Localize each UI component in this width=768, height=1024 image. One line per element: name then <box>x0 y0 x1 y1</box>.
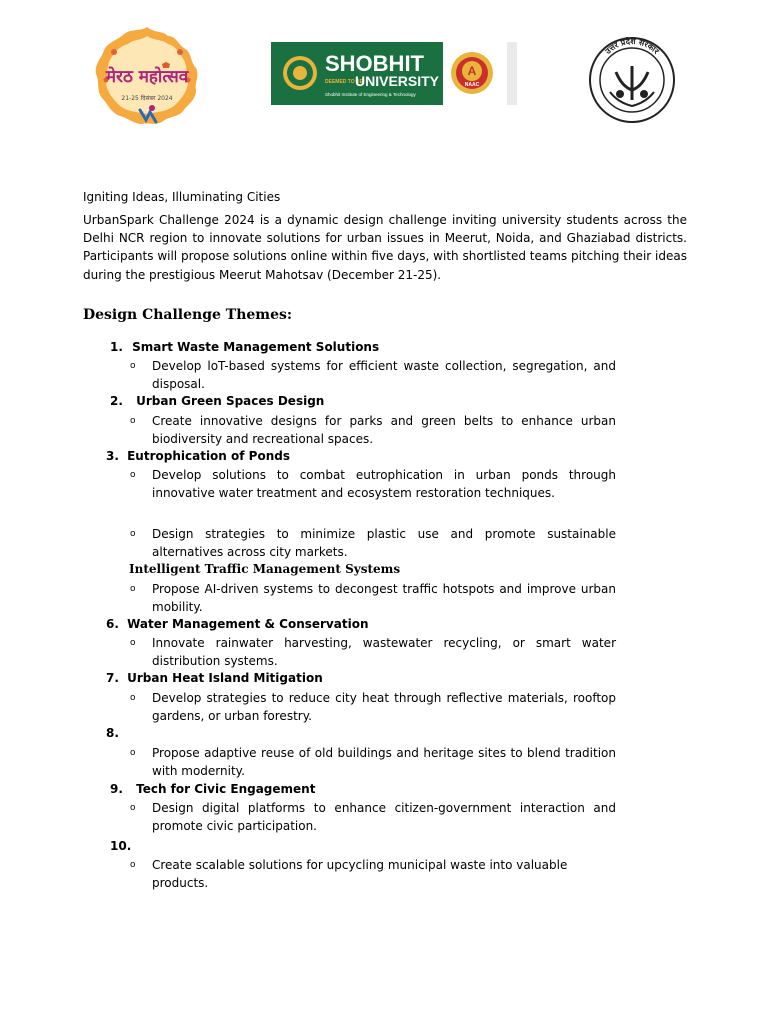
theme-number: 1. <box>110 340 123 354</box>
theme-description: Design digital platforms to enhance citizen-government interaction and promote civic participation. <box>152 801 616 834</box>
theme-number: 7. <box>106 671 119 685</box>
theme-title: Intelligent Traffic Management Systems <box>129 562 401 576</box>
theme-title: Urban Green Spaces Design <box>136 394 325 408</box>
bullet-icon: o <box>130 860 136 870</box>
theme-description: Create scalable solutions for upcycling municipal waste into valuable products. <box>152 858 568 891</box>
theme-item-7-title <box>106 671 323 685</box>
theme-item-5-title <box>129 562 400 576</box>
theme-item-1-title <box>110 340 379 354</box>
bullet-icon: o <box>130 803 136 813</box>
theme-title: Water Management & Conservation <box>127 617 369 631</box>
shobhit-deemed: DEEMED TO BE <box>325 79 363 85</box>
up-emblem-text: उत्तर प्रदेश सरकार <box>603 36 661 56</box>
theme-description: Innovate rainwater harvesting, wastewater recycling, or smart water distribution systems. <box>152 636 616 669</box>
bullet-icon: o <box>130 748 136 758</box>
theme-number: 8. <box>106 726 119 740</box>
up-government-emblem <box>586 36 679 124</box>
theme-description: Develop solutions to combat eutrophication in urban ponds through innovative water treatment and ecosystem restoration techniques. <box>152 468 616 501</box>
bullet-icon: o <box>130 470 136 480</box>
naac-grade: A <box>467 64 477 78</box>
theme-item-3-title <box>106 449 290 463</box>
bullet-icon: o <box>130 529 136 539</box>
shobhit-subtitle: Shobhit Institute of Engineering & Technology <box>325 92 416 97</box>
meerut-mahotsav-logo <box>92 24 202 130</box>
naac-label: NAAC <box>464 82 480 88</box>
theme-item-6-title <box>106 617 369 631</box>
bullet-icon: o <box>130 584 136 594</box>
tagline: Igniting Ideas, Illuminating Cities <box>83 190 281 204</box>
bullet-icon: o <box>130 416 136 426</box>
meerut-dates: 21-25 दिसंबर 2024 <box>121 95 173 102</box>
theme-description: Propose AI-driven systems to decongest traffic hotspots and improve urban mobility. <box>152 582 616 615</box>
theme-number: 10. <box>110 839 132 853</box>
theme-title: Smart Waste Management Solutions <box>132 340 380 354</box>
theme-description: Develop loT-based systems for efficient waste collection, segregation, and disposal. <box>152 359 616 392</box>
theme-number: 6. <box>106 617 119 631</box>
bullet-icon: o <box>130 638 136 648</box>
theme-number: 2. <box>110 394 123 408</box>
shobhit-name: SHOBHIT <box>325 51 424 76</box>
theme-number: 3. <box>106 449 119 463</box>
intro-paragraph: UrbanSpark Challenge 2024 is a dynamic design challenge inviting university students across the Delhi NCR region to innovate solutions for urban issues in Meerut, Noida, and Ghaziabad districts. Participants will propose solutions online within five days, with shortlisted teams pitching their ideas during the prestigious Meerut Mahotsav (December 21-25). <box>83 213 687 282</box>
theme-item-9-title <box>110 782 315 796</box>
theme-item-8-title <box>106 726 119 740</box>
theme-description: Propose adaptive reuse of old buildings and heritage sites to blend tradition with modernity. <box>152 746 616 779</box>
themes-heading: Design Challenge Themes: <box>83 307 293 323</box>
shobhit-university-logo <box>271 42 517 105</box>
theme-description: Develop strategies to reduce city heat through reflective materials, rooftop gardens, or urban forestry. <box>152 691 616 724</box>
theme-number: 9. <box>110 782 123 796</box>
theme-description: Design strategies to minimize plastic use and promote sustainable alternatives across city markets. <box>152 527 616 560</box>
theme-description: Create innovative designs for parks and green belts to enhance urban biodiversity and recreational spaces. <box>152 414 616 447</box>
meerut-wordmark: मेरठ महोत्सव <box>105 67 189 87</box>
theme-item-2-title <box>110 394 324 408</box>
theme-title: Eutrophication of Ponds <box>127 449 290 463</box>
shobhit-university: UNIVERSITY <box>355 73 440 89</box>
bullet-icon: o <box>130 361 136 371</box>
theme-title: Tech for Civic Engagement <box>136 782 316 796</box>
theme-item-10-title <box>110 839 131 853</box>
theme-title: Urban Heat Island Mitigation <box>127 671 323 685</box>
bullet-icon: o <box>130 693 136 703</box>
